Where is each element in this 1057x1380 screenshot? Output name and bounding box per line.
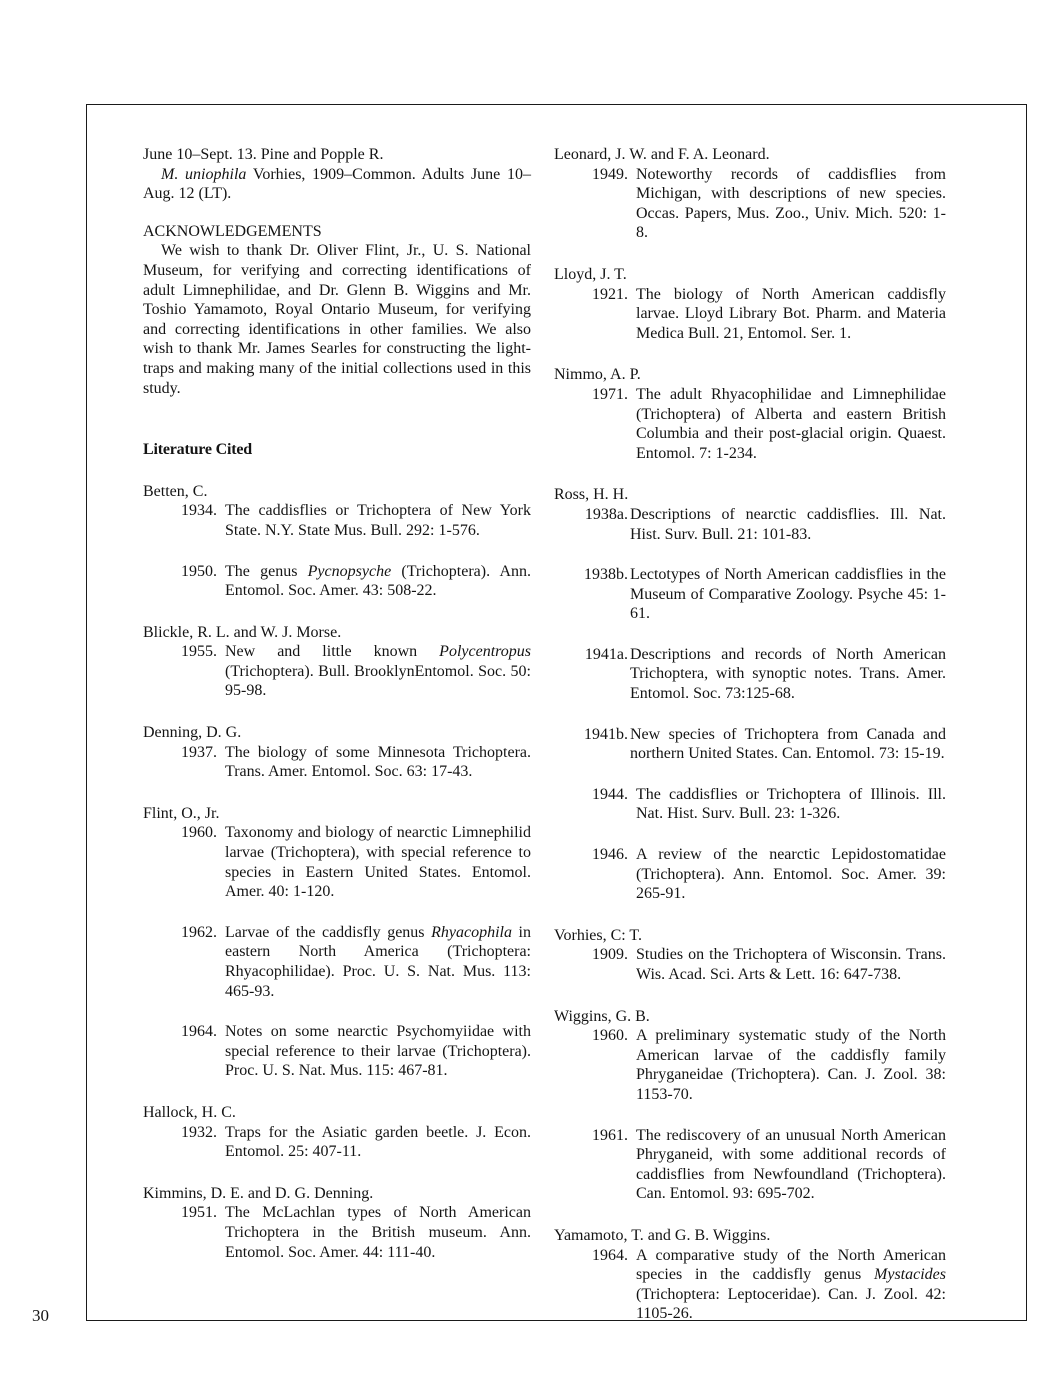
reference-author: Leonard, J. W. and F. A. Leonard. [554,146,770,163]
reference-entry: 1971. The adult Rhyacophilidae and Limnephilidae (Trichoptera) of Alberta and eastern British Columbia and their post-glacial origin. Quaest. Entomol. 7: 1-234. [592,385,946,462]
reference-author: Flint, O., Jr. [143,804,220,822]
reference-entry: 1921. The biology of North American caddisfly larvae. Lloyd Library Bot. Pharm. and Materia Medica Bull. 21, Entomol. Ser. 1. [592,285,946,342]
reference-author: Vorhies, C: T. [554,926,643,944]
reference-entry: 1937. The biology of some Minnesota Trichoptera. Trans. Amer. Entomol. Soc. 63: 17-43. [181,743,531,781]
reference-author: Kimmins, D. E. and D. G. Denning. [143,1184,374,1202]
right-column [554,145,946,1324]
reference-entry: 1962. Larvae of the caddisfly genus Rhyacophila in eastern North America (Trichoptera: Rhyacophilidae). Proc. U. S. Nat. Mus. 113: 465-93. [181,923,531,1000]
reference-entry: 1941a. Descriptions and records of North American Trichoptera, with synoptic notes. Trans. Amer. Entomol. Soc. 73:125-68. [584,645,946,703]
reference-entry: 1955. New and little known Polycentropus (Trichoptera). Bull. BrooklynEntomol. Soc. 50: 95-98. [181,643,531,700]
left-column [143,145,531,1262]
acknowledgements-text: We wish to thank Dr. Oliver Flint, Jr., U. S. National Museum, for verifying and correcting identifications of adult Limnephilidae, and Dr. Glenn B. Wiggins and Mr. Toshio Yamamoto, Royal Ontario Museum, for verifying and correcting identifications in other families. We also wish to thank Mr. James Searles for constructing the light-traps and making many of the initial collections used in this study. [143,242,531,397]
reference-author: Hallock, H. C. [143,1103,236,1121]
reference-entry: 1951. The McLachlan types of North American Trichoptera in the British museum. Ann. Entomol. Soc. Amer. 44: 111-40. [181,1204,531,1261]
reference-author: Blickle, R. L. and W. J. Morse. [143,623,342,641]
species-name: M. uniophila [161,165,247,183]
acknowledgements-heading: ACKNOWLEDGEMENTS [143,222,322,240]
reference-author: Lloyd, J. T. [554,265,627,283]
reference-entry: 1944. The caddisflies or Trichoptera of Illinois. Ill. Nat. Hist. Surv. Bull. 23: 1-326. [592,785,946,823]
reference-entry: 1938a. Descriptions of nearctic caddisflies. Ill. Nat. Hist. Surv. Bull. 21: 101-83. [584,505,946,543]
reference-author: Denning, D. G. [143,724,242,742]
reference-entry: 1909. Studies on the Trichoptera of Wisconsin. Trans. Wis. Acad. Sci. Arts & Lett. 16: 647-738. [592,946,946,983]
reference-entry: 1964. A comparative study of the North American species in the caddisfly genus Mystacides (Trichoptera: Leptoceridae). Can. J. Zool. 42: 1105-26. [592,1246,946,1323]
reference-entry: 1934. The caddisflies or Trichoptera of New York State. N.Y. State Mus. Bull. 292: 1-576. [181,502,531,539]
reference-entry: 1964. Notes on some nearctic Psychomyiidae with special reference to their larvae (Trichoptera). Proc. U. S. Nat. Mus. 115: 467-81. [181,1023,531,1080]
reference-entry: 1960. Taxonomy and biology of nearctic Limnephilid larvae (Trichoptera), with special reference to species in Eastern United States. Entomol. Amer. 40: 1-120. [181,824,531,901]
page-number: 30 [32,1306,49,1325]
reference-author: Ross, H. H. [554,486,629,504]
reference-entry: 1960. A preliminary systematic study of the North American larvae of the caddisfly family Phryganeidae (Trichoptera). Can. J. Zool. 38: 1153-70. [592,1027,946,1103]
reference-entry: 1932. Traps for the Asiatic garden beetle. J. Econ. Entomol. 25: 407-11. [181,1123,531,1161]
intro-line: June 10–Sept. 13. Pine and Popple R. [143,146,384,163]
reference-entry: 1949. Noteworthy records of caddisflies from Michigan, with descriptions of new species. Occas. Papers, Mus. Zoo., Univ. Mich. 520: 1-8. [592,165,946,242]
reference-author: Wiggins, G. B. [554,1007,650,1025]
reference-author: Yamamoto, T. and G. B. Wiggins. [554,1226,771,1244]
species-paragraph: M. uniophila Vorhies, 1909–Common. Adults June 10–Aug. 12 (LT). [143,165,531,203]
literature-cited-heading: Literature Cited [143,441,252,459]
reference-entry: 1941b. New species of Trichoptera from Canada and northern United States. Can. Entomol. 73: 15-19. [584,725,946,763]
reference-entry: 1950. The genus Pycnopsyche (Trichoptera). Ann. Entomol. Soc. Amer. 43: 508-22. [181,562,532,600]
reference-author: Betten, C. [143,482,208,500]
reference-entry: 1938b. Lectotypes of North American caddisflies in the Museum of Comparative Zoology. Psyche 45: 1-61. [584,566,946,623]
reference-entry: 1946. A review of the nearctic Lepidostomatidae (Trichoptera). Ann. Entomol. Soc. Amer. 39: 265-91. [592,846,946,903]
reference-entry: 1961. The rediscovery of an unusual North American Phryganeid, with some additional records of caddisflies from Newfoundland (Trichoptera). Can. Entomol. 93: 695-702. [592,1126,946,1203]
reference-author: Nimmo, A. P. [554,366,641,384]
